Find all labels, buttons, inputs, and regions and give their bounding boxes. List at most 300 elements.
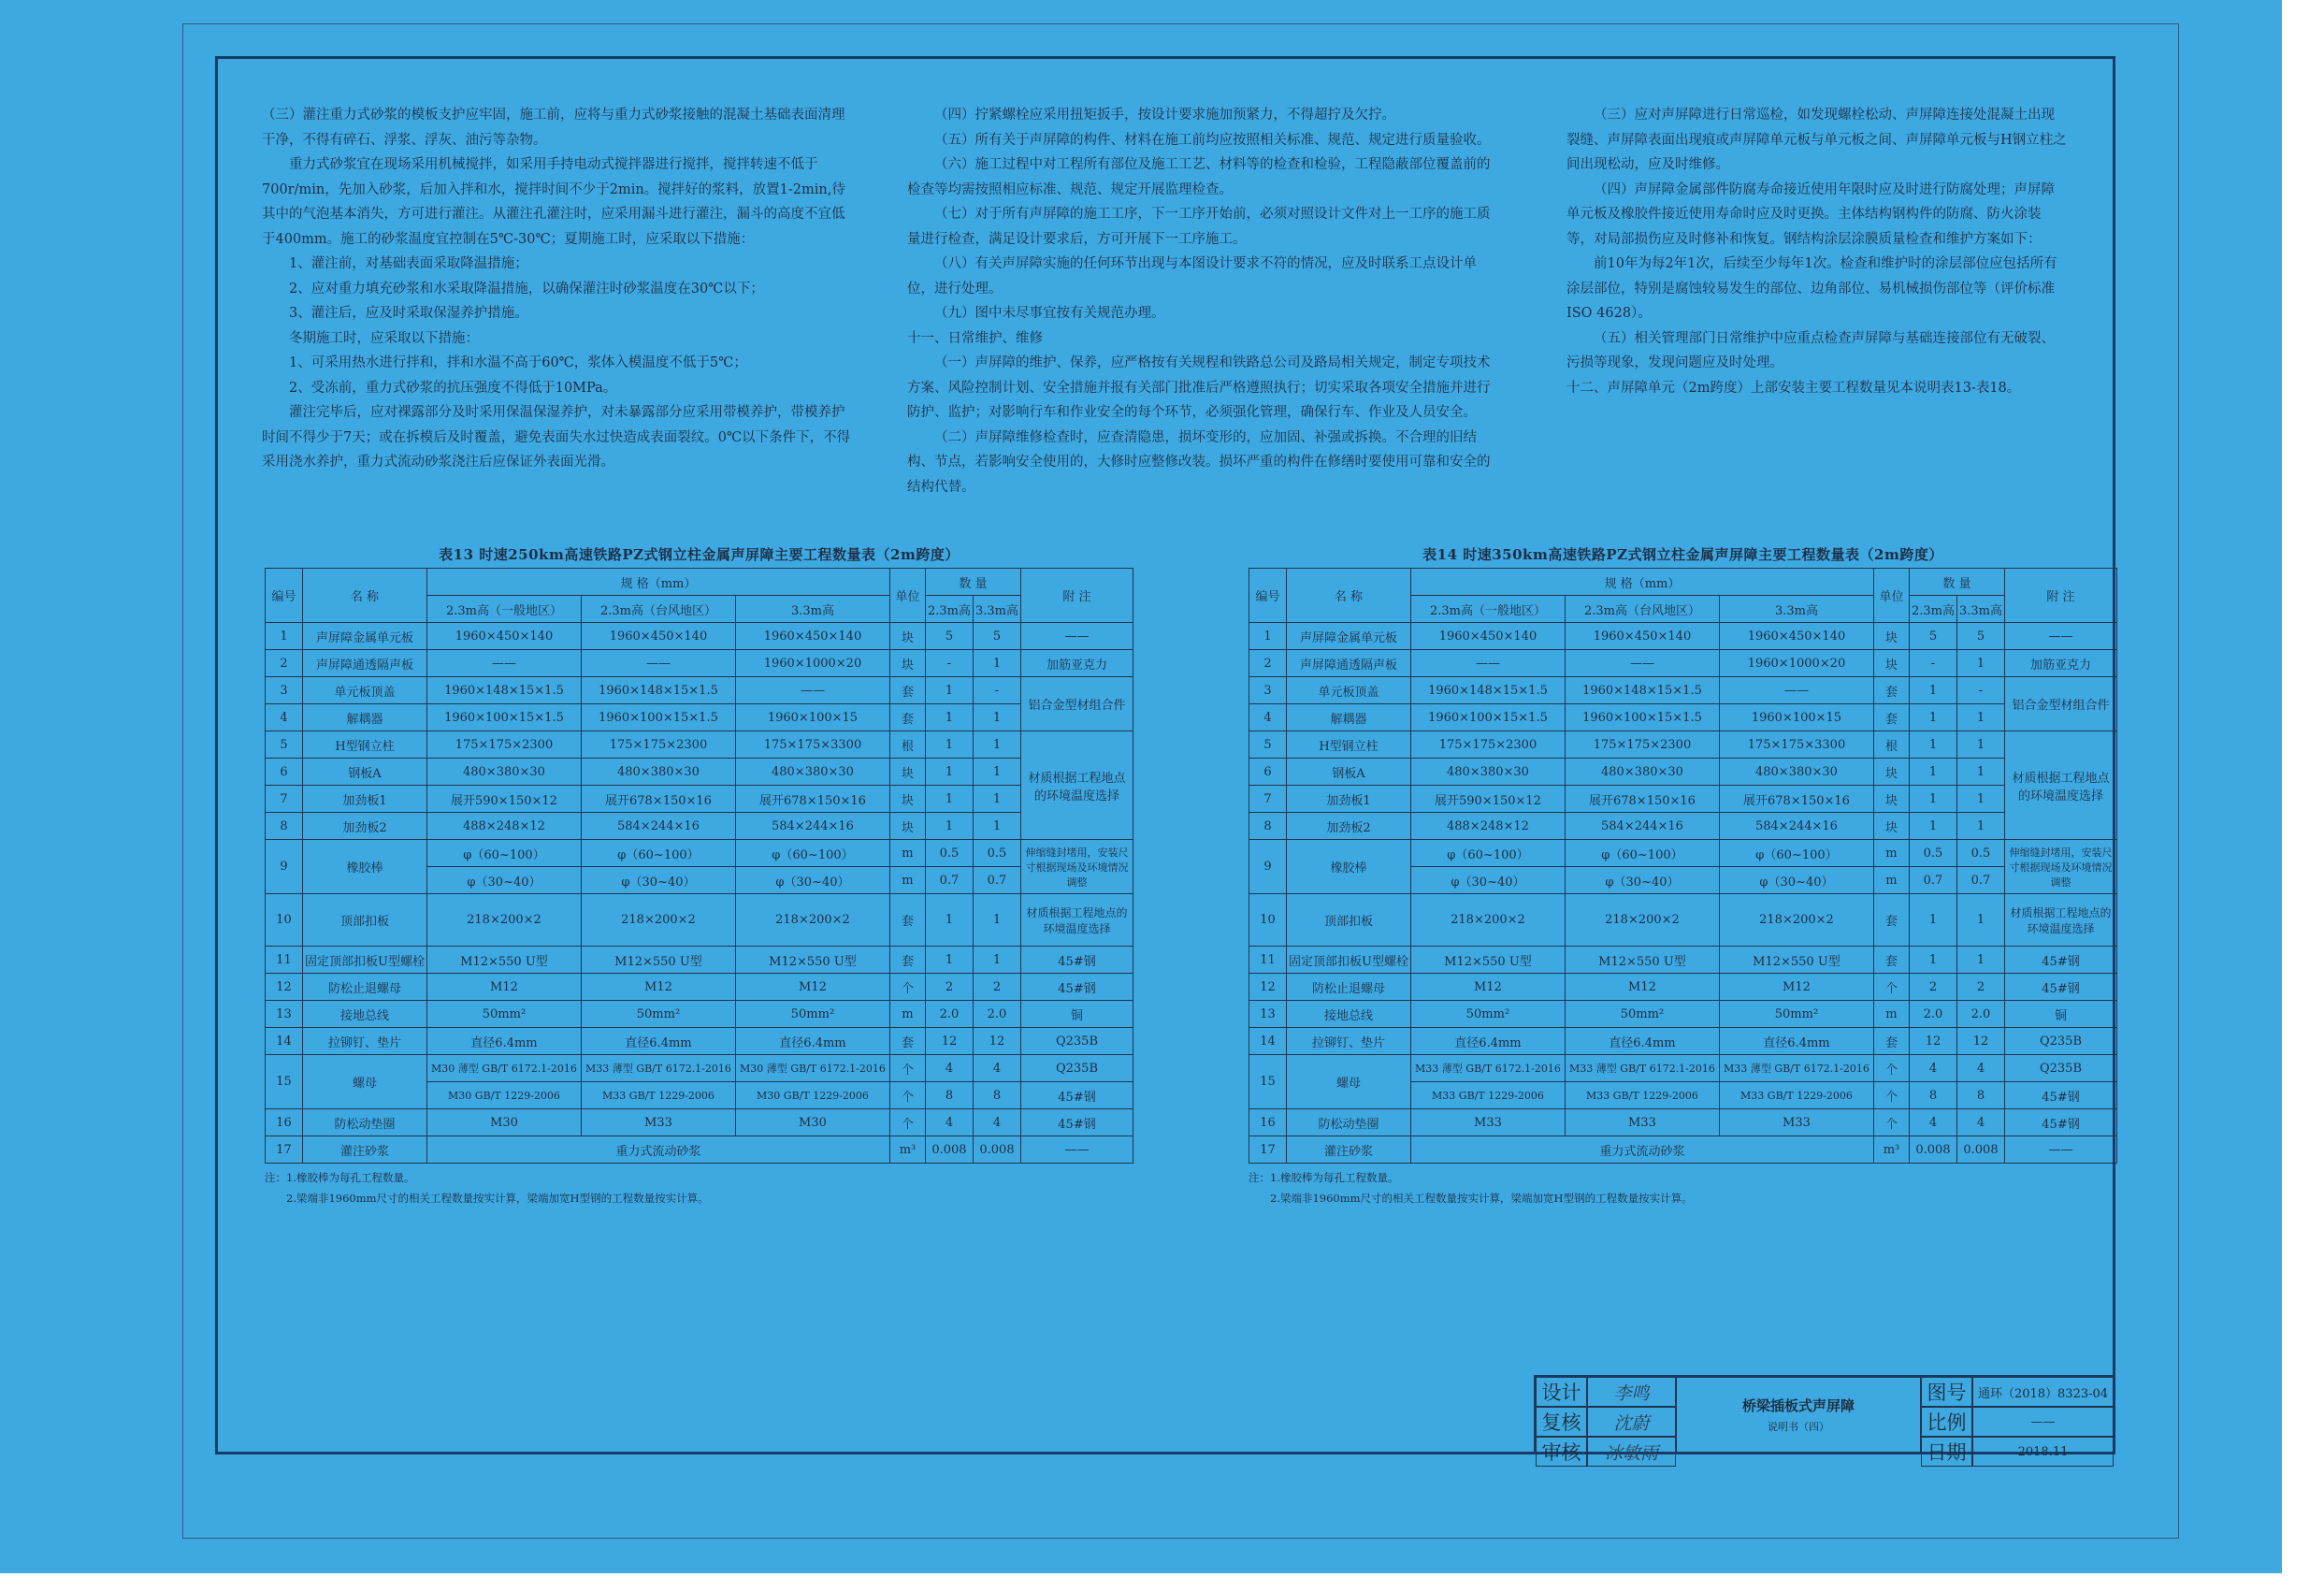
unit-cell: 套 — [889, 1028, 925, 1055]
qty-cell: 1 — [1909, 677, 1956, 704]
qty-cell: 12 — [973, 1028, 1020, 1055]
qty-cell: 12 — [1909, 1028, 1956, 1055]
row-name: 加劲板2 — [303, 813, 427, 840]
table-row — [266, 786, 1133, 813]
header-sub: 2.3m高（一般地区） — [426, 596, 581, 623]
spec-cell: 1960×148×15×1.5 — [1565, 677, 1719, 704]
note-cell: —— — [2005, 623, 2117, 650]
table-row — [266, 840, 1133, 867]
spec-cell: 展开678×150×16 — [735, 786, 889, 813]
qty-cell: 0.008 — [925, 1136, 973, 1164]
spec-cell: M12 — [1565, 974, 1719, 1001]
table-title: 表14 时速350km高速铁路PZ式钢立柱金属声屏障主要工程数量表（2m跨度） — [1422, 546, 1943, 563]
row-name: 声屏障通透隔声板 — [1287, 650, 1411, 677]
qty-cell: 2.0 — [1909, 1001, 1956, 1028]
row-number: 5 — [266, 731, 303, 759]
note-cell: 材质根据工程地点的环境温度选择 — [2005, 894, 2117, 947]
header-name: 名 称 — [1287, 569, 1411, 623]
table-row — [1249, 1028, 2117, 1055]
row-number: 2 — [266, 650, 303, 677]
unit-cell: 块 — [889, 759, 925, 786]
spec-cell: 50mm² — [426, 1001, 581, 1028]
row-number: 14 — [1249, 1028, 1287, 1055]
spec-cell: φ（30~40） — [735, 867, 889, 894]
row-number: 15 — [266, 1055, 303, 1109]
row-number: 14 — [266, 1028, 303, 1055]
spec-cell: 50mm² — [1719, 1001, 1873, 1028]
spec-cell: M12×550 U型 — [1719, 947, 1873, 974]
note-cell: Q235B — [2005, 1055, 2117, 1082]
spec-cell: M33 GB/T 1229-2006 — [1410, 1082, 1565, 1109]
qty-cell: 1 — [973, 704, 1020, 731]
paragraph: （三）应对声屏障进行日常巡检，如发现螺栓松动、声屏障连接处混凝土出现裂缝、声屏障表面出现痕或声屏障单元板与单元板之间、声屏障单元板与H钢立柱之间出现松动，应及时维修。 — [1566, 108, 2067, 172]
figure-number-label: 图号 — [1921, 1377, 1972, 1407]
qty-cell: 1 — [1956, 894, 2004, 947]
note-cell: —— — [1021, 1136, 1133, 1164]
spec-cell: 175×175×3300 — [1719, 731, 1873, 759]
header-no: 编号 — [266, 569, 303, 623]
qty-cell: 2.0 — [1956, 1001, 2004, 1028]
row-number: 16 — [266, 1109, 303, 1136]
unit-cell: 块 — [889, 623, 925, 650]
spec-cell: 175×175×2300 — [426, 731, 581, 759]
scale-label: 比例 — [1921, 1407, 1972, 1437]
row-name: 单元板顶盖 — [303, 677, 427, 704]
note-cell: 材质根据工程地点的环境温度选择 — [2005, 731, 2117, 840]
row-number: 1 — [266, 623, 303, 650]
row-number: 6 — [266, 759, 303, 786]
note-cell: 45#钢 — [1021, 1082, 1133, 1109]
spec-cell: M33 — [1565, 1109, 1719, 1136]
row-name: H型钢立柱 — [303, 731, 427, 759]
table-notes — [1249, 1167, 2117, 1208]
spec-cell: 480×380×30 — [426, 759, 581, 786]
note-cell: 45#钢 — [2005, 947, 2117, 974]
table-row — [1249, 1109, 2117, 1136]
spec-cell: 1960×1000×20 — [735, 650, 889, 677]
spec-cell: 重力式流动砂浆 — [1410, 1136, 1873, 1164]
row-name: 加劲板2 — [1287, 813, 1411, 840]
row-number: 2 — [1249, 650, 1287, 677]
spec-cell: 50mm² — [581, 1001, 735, 1028]
spec-cell: M12 — [581, 974, 735, 1001]
qty-cell: 1 — [1909, 813, 1956, 840]
qty-cell: 0.7 — [973, 867, 1020, 894]
row-number: 5 — [1249, 731, 1287, 759]
table-row — [1249, 786, 2117, 813]
unit-cell: 个 — [889, 974, 925, 1001]
paragraph: （七）对于所有声屏障的施工工序，下一工序开始前，必须对照设计文件对上一工序的施工质量进行检查，满足设计要求后，方可开展下一工序施工。 — [907, 207, 1491, 247]
row-name: 钢板A — [1287, 759, 1411, 786]
spec-cell: —— — [1565, 650, 1719, 677]
spec-cell: 直径6.4mm — [426, 1028, 581, 1055]
note-cell: 45#钢 — [1021, 974, 1133, 1001]
qty-cell: 1 — [925, 813, 973, 840]
qty-cell: 1 — [1956, 650, 2004, 677]
spec-cell: φ（30~40） — [1565, 867, 1719, 894]
row-number: 4 — [1249, 704, 1287, 731]
note-cell: 材质根据工程地点的环境温度选择 — [1021, 894, 1133, 947]
header-spec: 规 格（mm） — [426, 569, 889, 596]
unit-cell: 套 — [889, 704, 925, 731]
spec-cell: M12 — [1410, 974, 1565, 1001]
note-line: 2.梁端非1960mm尺寸的相关工程数量按实计算，梁端加宽H型钢的工程数量按实计算。 — [1270, 1192, 1693, 1205]
qty-cell: 2.0 — [973, 1001, 1020, 1028]
figure-number: 通环（2018）8323-04 — [1972, 1377, 2114, 1407]
unit-cell: 套 — [1873, 677, 1909, 704]
spec-cell: 1960×450×140 — [581, 623, 735, 650]
spec-cell: 488×248×12 — [426, 813, 581, 840]
qty-cell: 1 — [973, 731, 1020, 759]
review-label: 复核 — [1536, 1407, 1587, 1437]
spec-cell: 480×380×30 — [1719, 759, 1873, 786]
paragraph: （二）声屏障维修检查时，应查清隐患，损坏变形的，应加固、补强或拆换。不合理的旧结构、节点，若影响安全使用的，大修时应整修改装。损坏严重的构件在修缮时要使用可靠和安全的结构代替。 — [907, 429, 1491, 495]
note-cell: 45#钢 — [2005, 1109, 2117, 1136]
row-name: 灌注砂浆 — [303, 1136, 427, 1164]
signature-grid — [1536, 1377, 1676, 1464]
quantity-table — [1249, 568, 2117, 1164]
spec-cell: 218×200×2 — [735, 894, 889, 947]
header-sub: 2.3m高（台风地区） — [581, 596, 735, 623]
spec-cell: M30 — [426, 1109, 581, 1136]
drawing-info-grid — [1921, 1377, 2114, 1464]
qty-cell: 0.008 — [1956, 1136, 2004, 1164]
paragraph: 前10年为每2年1次，后续至少每年1次。检查和维护时的涂层部位应包括所有涂层部位，特别是腐蚀较易发生的部位、边角部位、易机械损伤部位等（评价标准ISO 4628）。 — [1566, 256, 2057, 321]
table-row — [266, 1109, 1133, 1136]
header-sub: 3.3m高 — [735, 596, 889, 623]
unit-cell: m — [889, 1001, 925, 1028]
row-number: 4 — [266, 704, 303, 731]
table-row — [1249, 1055, 2117, 1082]
paragraph: （三）灌注重力式砂浆的模板支护应牢固，施工前，应将与重力式砂浆接触的混凝土基础表面清理干净，不得有碎石、浮浆、浮灰、油污等杂物。 — [262, 108, 845, 148]
spec-cell: 584×244×16 — [1719, 813, 1873, 840]
spec-cell: M12 — [426, 974, 581, 1001]
spec-cell: φ（30~40） — [581, 867, 735, 894]
spec-cell: 50mm² — [735, 1001, 889, 1028]
spec-cell: 218×200×2 — [1410, 894, 1565, 947]
paragraph: （六）施工过程中对工程所有部位及施工工艺、材料等的检查和检验，工程隐蔽部位覆盖前的检查等均需按照相应标准、规范、规定开展监理检查。 — [907, 157, 1491, 197]
spec-cell: M33 薄型 GB/T 6172.1-2016 — [1565, 1055, 1719, 1082]
qty-cell: 1 — [1956, 947, 2004, 974]
qty-cell: 1 — [925, 947, 973, 974]
qty-cell: 8 — [1909, 1082, 1956, 1109]
spec-cell: 直径6.4mm — [1719, 1028, 1873, 1055]
note-cell: 45#钢 — [1021, 947, 1133, 974]
table-row — [1249, 704, 2117, 731]
unit-cell: 块 — [1873, 650, 1909, 677]
table-row — [266, 1136, 1133, 1164]
qty-cell: 4 — [1956, 1055, 2004, 1082]
qty-cell: 5 — [973, 623, 1020, 650]
reviewer-signature: 沈蔚 — [1587, 1407, 1676, 1437]
row-name: 接地总线 — [1287, 1001, 1411, 1028]
table-row — [266, 894, 1133, 947]
row-number: 15 — [1249, 1055, 1287, 1109]
row-name: 声屏障金属单元板 — [303, 623, 427, 650]
spec-cell: 175×175×2300 — [1410, 731, 1565, 759]
scale-value: —— — [1972, 1407, 2114, 1437]
table-row — [266, 650, 1133, 677]
unit-cell: 套 — [1873, 894, 1909, 947]
qty-cell: 1 — [1909, 704, 1956, 731]
drawing-title-cell — [1676, 1377, 1921, 1453]
header-qty: 数 量 — [1909, 569, 2004, 596]
paragraph: 2、受冻前，重力式砂浆的抗压强度不得低于10MPa。 — [289, 380, 617, 396]
row-name: 解耦器 — [303, 704, 427, 731]
table-row — [266, 1055, 1133, 1082]
spec-cell: M12 — [735, 974, 889, 1001]
unit-cell: 个 — [889, 1055, 925, 1082]
spec-cell: M30 薄型 GB/T 6172.1-2016 — [735, 1055, 889, 1082]
paragraph: （九）图中未尽事宜按有关规范办理。 — [934, 306, 1165, 321]
qty-cell: 1 — [1909, 786, 1956, 813]
qty-cell: 0.7 — [1909, 867, 1956, 894]
note-line: 2.梁端非1960mm尺寸的相关工程数量按实计算，梁端加宽H型钢的工程数量按实计算。 — [286, 1192, 709, 1205]
spec-cell: φ（60~100） — [426, 840, 581, 867]
paragraph: （四）声屏障金属部件防腐寿命接近使用年限时应及时进行防腐处理；声屏障单元板及橡胶件接近使用寿命时应及时更换。主体结构钢构件的防腐、防火涂装等，对局部损伤应及时修补和恢复。钢结构涂层涂膜质量检查和维护方案如下： — [1566, 181, 2055, 247]
spec-cell: 1960×1000×20 — [1719, 650, 1873, 677]
note-cell: 铜 — [1021, 1001, 1133, 1028]
qty-cell: 4 — [1909, 1055, 1956, 1082]
paragraph: （四）拧紧螺栓应采用扭矩扳手，按设计要求施加预紧力，不得超拧及欠拧。 — [934, 108, 1395, 123]
header-no: 编号 — [1249, 569, 1287, 623]
spec-cell: 1960×148×15×1.5 — [426, 677, 581, 704]
unit-cell: 套 — [889, 947, 925, 974]
spec-cell: φ（60~100） — [1719, 840, 1873, 867]
row-number: 1 — [1249, 623, 1287, 650]
spec-cell: 直径6.4mm — [581, 1028, 735, 1055]
row-name: 防松止退螺母 — [1287, 974, 1411, 1001]
table-row — [266, 677, 1133, 704]
unit-cell: 块 — [1873, 759, 1909, 786]
spec-cell: 218×200×2 — [581, 894, 735, 947]
table-row — [266, 1001, 1133, 1028]
spec-cell: 488×248×12 — [1410, 813, 1565, 840]
unit-cell: 套 — [1873, 704, 1909, 731]
spec-cell: 50mm² — [1410, 1001, 1565, 1028]
row-number: 8 — [266, 813, 303, 840]
qty-cell: 1 — [1909, 947, 1956, 974]
drawing-subtitle: 说明书（四） — [1768, 1421, 1829, 1433]
header-note: 附 注 — [2005, 569, 2117, 623]
qty-cell: 8 — [1956, 1082, 2004, 1109]
qty-cell: 2 — [925, 974, 973, 1001]
note-cell: 加筋亚克力 — [1021, 650, 1133, 677]
spec-cell: M33 — [1719, 1109, 1873, 1136]
spec-cell: 584×244×16 — [735, 813, 889, 840]
row-name: 防松止退螺母 — [303, 974, 427, 1001]
unit-cell: 根 — [1873, 731, 1909, 759]
paragraph: 1、可采用热水进行拌和，拌和水温不高于60℃，浆体入模温度不低于5℃； — [289, 355, 747, 370]
spec-cell: M12 — [1719, 974, 1873, 1001]
unit-cell: 个 — [889, 1109, 925, 1136]
spec-cell: 584×244×16 — [581, 813, 735, 840]
row-number: 3 — [1249, 677, 1287, 704]
row-number: 11 — [266, 947, 303, 974]
unit-cell: 套 — [1873, 947, 1909, 974]
qty-cell: 1 — [1956, 813, 2004, 840]
row-name: 防松动垫圈 — [303, 1109, 427, 1136]
table-row — [266, 947, 1133, 974]
spec-cell: M30 — [735, 1109, 889, 1136]
header-sub: 2.3m高 — [1909, 596, 1956, 623]
spec-cell: 1960×450×140 — [1565, 623, 1719, 650]
row-name: 顶部扣板 — [303, 894, 427, 947]
row-name: 声屏障通透隔声板 — [303, 650, 427, 677]
spec-cell: 1960×100×15 — [1719, 704, 1873, 731]
spec-cell: 展开678×150×16 — [1719, 786, 1873, 813]
paragraph: （八）有关声屏障实施的任何环节出现与本图设计要求不符的情况，应及时联系工点设计单位，进行处理。 — [907, 256, 1477, 297]
row-number: 12 — [266, 974, 303, 1001]
spec-cell: 1960×450×140 — [1410, 623, 1565, 650]
row-number: 8 — [1249, 813, 1287, 840]
qty-cell: 1 — [1909, 759, 1956, 786]
table-row — [1249, 840, 2117, 867]
spec-cell: M33 GB/T 1229-2006 — [1565, 1082, 1719, 1109]
row-number: 10 — [1249, 894, 1287, 947]
row-number: 10 — [266, 894, 303, 947]
row-name: 固定顶部扣板U型螺栓 — [303, 947, 427, 974]
row-name: 固定顶部扣板U型螺栓 — [1287, 947, 1411, 974]
unit-cell: 套 — [889, 677, 925, 704]
qty-cell: 1 — [1909, 894, 1956, 947]
paragraph: （五）所有关于声屏障的构件、材料在施工前均应按照相关标准、规范、规定进行质量验收。 — [934, 132, 1491, 148]
row-number: 16 — [1249, 1109, 1287, 1136]
qty-cell: - — [925, 650, 973, 677]
drawing-title: 桥梁插板式声屏障 — [1741, 1397, 1855, 1414]
table-row — [266, 813, 1133, 840]
note-cell: Q235B — [1021, 1028, 1133, 1055]
spec-cell: 175×175×3300 — [735, 731, 889, 759]
note-cell: Q235B — [2005, 1028, 2117, 1055]
spec-cell: 直径6.4mm — [1565, 1028, 1719, 1055]
unit-cell: 块 — [889, 813, 925, 840]
unit-cell: 个 — [1873, 1109, 1909, 1136]
row-number: 11 — [1249, 947, 1287, 974]
table-row — [266, 759, 1133, 786]
row-name: H型钢立柱 — [1287, 731, 1411, 759]
spec-cell: 1960×100×15×1.5 — [426, 704, 581, 731]
qty-cell: 1 — [1956, 704, 2004, 731]
note-cell: 45#钢 — [2005, 974, 2117, 1001]
spec-cell: —— — [426, 650, 581, 677]
spec-cell: 1960×100×15×1.5 — [581, 704, 735, 731]
table-row — [1249, 974, 2117, 1001]
unit-cell: m — [1873, 867, 1909, 894]
row-number: 7 — [266, 786, 303, 813]
qty-cell: 8 — [925, 1082, 973, 1109]
qty-cell: 0.5 — [925, 840, 973, 867]
unit-cell: 根 — [889, 731, 925, 759]
row-name: 拉铆钉、垫片 — [1287, 1028, 1411, 1055]
qty-cell: 1 — [925, 677, 973, 704]
paragraph: （五）相关管理部门日常维护中应重点检查声屏障与基础连接部位有无破裂、污损等现象，发现问题应及时处理。 — [1566, 330, 2055, 370]
qty-cell: 0.5 — [1956, 840, 2004, 867]
header-note: 附 注 — [1021, 569, 1133, 623]
qty-cell: 0.7 — [1956, 867, 2004, 894]
paragraph: 2、应对重力填充砂浆和水采取降温措施，以确保灌注时砂浆温度在30℃以下； — [289, 281, 764, 297]
qty-cell: 1 — [1956, 759, 2004, 786]
qty-cell: 2.0 — [925, 1001, 973, 1028]
qty-cell: 5 — [1909, 623, 1956, 650]
paragraph: 1、灌注前，对基础表面采取降温措施； — [289, 256, 528, 271]
spec-cell: —— — [735, 677, 889, 704]
qty-cell: - — [1956, 677, 2004, 704]
designer-signature: 李鸣 — [1587, 1377, 1676, 1407]
title-block — [1534, 1375, 2115, 1464]
unit-cell: m — [1873, 1001, 1909, 1028]
spec-cell: 1960×450×140 — [1719, 623, 1873, 650]
note-cell: 铜 — [2005, 1001, 2117, 1028]
spec-cell: 1960×148×15×1.5 — [1410, 677, 1565, 704]
spec-cell: 展开678×150×16 — [581, 786, 735, 813]
qty-cell: 1 — [973, 813, 1020, 840]
row-number: 9 — [1249, 840, 1287, 894]
spec-cell: φ（30~40） — [426, 867, 581, 894]
header-row — [1249, 569, 2117, 596]
spec-cell: φ（60~100） — [1410, 840, 1565, 867]
row-number: 9 — [266, 840, 303, 894]
qty-cell: - — [973, 677, 1020, 704]
spec-cell: 1960×100×15×1.5 — [1565, 704, 1719, 731]
qty-cell: 0.7 — [925, 867, 973, 894]
date-label: 日期 — [1921, 1437, 1972, 1467]
qty-cell: 2 — [973, 974, 1020, 1001]
spec-cell: φ（30~40） — [1719, 867, 1873, 894]
qty-cell: 0.5 — [1909, 840, 1956, 867]
spec-cell: —— — [1410, 650, 1565, 677]
header-name: 名 称 — [303, 569, 427, 623]
qty-cell: 4 — [973, 1055, 1020, 1082]
spec-cell: M12×550 U型 — [426, 947, 581, 974]
table-14 — [1249, 544, 2117, 1208]
spec-cell: 218×200×2 — [1719, 894, 1873, 947]
qty-cell: 1 — [925, 786, 973, 813]
header-row — [266, 569, 1133, 596]
qty-cell: 8 — [973, 1082, 1020, 1109]
qty-cell: - — [1909, 650, 1956, 677]
spec-cell: M30 GB/T 1229-2006 — [426, 1082, 581, 1109]
qty-cell: 1 — [1956, 786, 2004, 813]
unit-cell: 块 — [1873, 623, 1909, 650]
spec-cell: 重力式流动砂浆 — [426, 1136, 889, 1164]
row-number: 12 — [1249, 974, 1287, 1001]
row-name: 接地总线 — [303, 1001, 427, 1028]
note-cell: 材质根据工程地点的环境温度选择 — [1021, 731, 1133, 840]
spec-cell: 展开678×150×16 — [1565, 786, 1719, 813]
text-column-1 — [262, 103, 856, 475]
spec-cell: M33 GB/T 1229-2006 — [1719, 1082, 1873, 1109]
row-number: 13 — [1249, 1001, 1287, 1028]
row-name: 橡胶棒 — [1287, 840, 1411, 894]
spec-cell: 584×244×16 — [1565, 813, 1719, 840]
note-cell: 伸缩缝封堵用，安装尺寸根据现场及环境情况调整 — [2005, 840, 2117, 894]
qty-cell: 0.008 — [973, 1136, 1020, 1164]
spec-cell: 展开590×150×12 — [426, 786, 581, 813]
paragraph: （一）声屏障的维护、保养，应严格按有关规程和铁路总公司及路局相关规定，制定专项技术方案、风险控制计划、安全措施并报有关部门批准后严格遵照执行；切实采取各项安全措施并进行防护、监护；对影响行车和作业安全的每个环节，必须强化管理，确保行车、作业及人员安全。 — [907, 355, 1491, 420]
qty-cell: 2 — [1956, 974, 2004, 1001]
table-row — [266, 1028, 1133, 1055]
spec-cell: M12×550 U型 — [581, 947, 735, 974]
header-sub: 3.3m高 — [973, 596, 1020, 623]
paragraph: 冬期施工时，应采取以下措施： — [289, 330, 479, 346]
section-heading: 十一、日常维护、维修 — [907, 330, 1043, 346]
spec-cell: φ（30~40） — [1410, 867, 1565, 894]
qty-cell: 1 — [1956, 731, 2004, 759]
table-row — [1249, 1136, 2117, 1164]
table-row — [266, 704, 1133, 731]
spec-cell: 展开590×150×12 — [1410, 786, 1565, 813]
